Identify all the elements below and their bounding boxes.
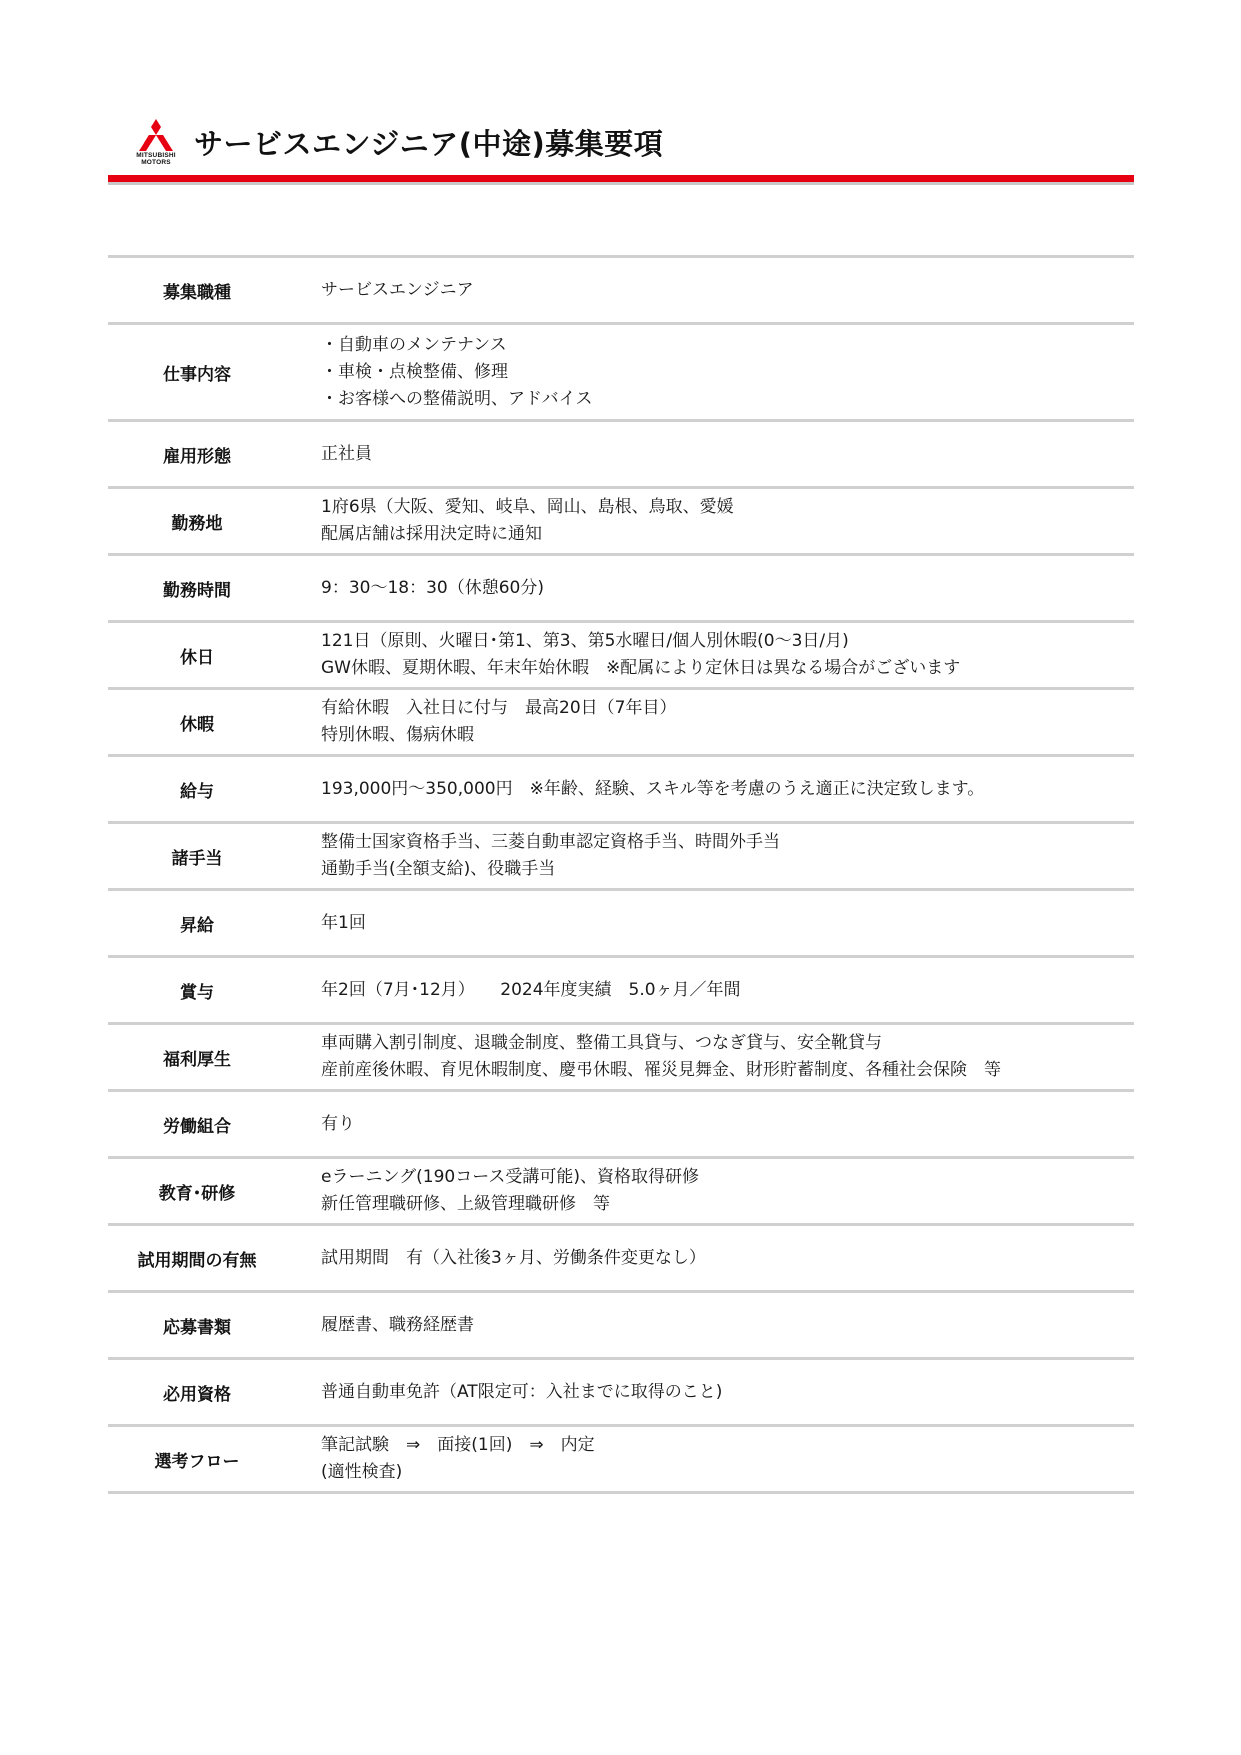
logo-text-mitsubishi: MITSUBISHI: [136, 152, 176, 159]
row-content-line: 年1回: [321, 912, 366, 933]
row-label: 必用資格: [163, 1384, 231, 1405]
row-content-line: 年2回（7月･12月） 2024年度実績 5.0ヶ月／年間: [321, 979, 741, 1000]
row-content-line: ・自動車のメンテナンス: [321, 334, 507, 355]
table-row: [108, 1223, 1134, 1290]
table-row: [108, 620, 1134, 687]
three-diamonds-icon: [136, 118, 176, 152]
row-content-line: 121日（原則、火曜日･第1、第3、第5水曜日/個人別休暇(0〜3日/月): [321, 631, 849, 651]
row-content: [286, 1245, 706, 1272]
row-content-line: (適性検査): [321, 1462, 403, 1482]
row-content: [286, 1432, 595, 1486]
table-row: [108, 1022, 1134, 1089]
table-row: [108, 955, 1134, 1022]
table-row: [108, 553, 1134, 620]
table-row: [108, 1290, 1134, 1357]
logo-text-motors: MOTORS: [141, 159, 171, 166]
row-content-line: 正社員: [321, 443, 372, 464]
row-content: [286, 1312, 474, 1339]
mitsubishi-logo: [128, 118, 184, 166]
row-content-line: 車両購入割引制度、退職金制度、整備工具貸与、つなぎ貸与、安全靴貸与: [321, 1033, 882, 1053]
table-row: [108, 1424, 1134, 1494]
row-content-line: 配属店舗は採用決定時に通知: [321, 524, 542, 544]
row-content-line: 有給休暇 入社日に付与 最高20日（7年目）: [321, 698, 677, 718]
table-row: [108, 888, 1134, 955]
row-content-line: 産前産後休暇、育児休暇制度、慶弔休暇、罹災見舞金、財形貯蓄制度、各種社会保険 等: [321, 1060, 1001, 1080]
row-content-line: 普通自動車免許（AT限定可：入社までに取得のこと): [321, 1381, 723, 1402]
recruitment-table: [108, 255, 1134, 1494]
row-label: 勤務時間: [163, 580, 231, 601]
table-row: [108, 322, 1134, 419]
row-label: 雇用形態: [163, 446, 231, 467]
header-gray-rule: [108, 182, 1134, 185]
row-content-line: 整備士国家資格手当、三菱自動車認定資格手当、時間外手当: [321, 832, 780, 852]
row-content: [286, 910, 366, 937]
table-row: [108, 1156, 1134, 1223]
row-label: 応募書類: [163, 1317, 231, 1338]
row-content-line: 新任管理職研修、上級管理職研修 等: [321, 1194, 610, 1214]
row-content-line: 試用期間 有（入社後3ヶ月、労働条件変更なし）: [321, 1247, 706, 1268]
table-row: [108, 255, 1134, 322]
table-row: [108, 1089, 1134, 1156]
table-row: [108, 1357, 1134, 1424]
row-content-line: ・車検・点検整備、修理: [321, 361, 508, 382]
row-label: 休暇: [180, 714, 214, 735]
row-label: 賞与: [180, 982, 214, 1003]
row-label: 教育･研修: [158, 1183, 236, 1204]
row-label: 仕事内容: [163, 364, 231, 385]
row-content: [286, 332, 593, 413]
row-content: [286, 695, 676, 749]
row-content: [286, 1379, 722, 1406]
row-content: [286, 494, 734, 548]
row-content: [286, 575, 544, 602]
row-label: 勤務地: [171, 513, 223, 534]
table-row: [108, 687, 1134, 754]
header-red-rule: [108, 175, 1134, 182]
row-content: [286, 1111, 355, 1138]
row-content-line: GW休暇、夏期休暇、年末年始休暇 ※配属により定休日は異なる場合がございます: [321, 658, 961, 678]
header: [128, 112, 663, 172]
row-label: 昇給: [180, 915, 214, 936]
row-label: 選考フロー: [154, 1451, 240, 1472]
row-content-line: 有り: [321, 1113, 355, 1134]
row-content: [286, 1164, 699, 1218]
row-content: [286, 829, 780, 883]
page-title: サービスエンジニア(中途)募集要項: [194, 126, 664, 161]
row-content: [286, 977, 741, 1004]
table-row: [108, 821, 1134, 888]
row-content-line: 9：30〜18：30（休憩60分): [321, 577, 544, 598]
row-content: [286, 1030, 1001, 1084]
row-content-line: 筆記試験 ⇒ 面接(1回) ⇒ 内定: [321, 1435, 595, 1455]
row-content-line: 特別休暇、傷病休暇: [321, 725, 474, 745]
table-row: [108, 754, 1134, 821]
row-content-line: 通勤手当(全額支給)、役職手当: [321, 859, 556, 879]
row-content-line: 履歴書、職務経歴書: [321, 1314, 474, 1335]
row-content-line: ・お客様への整備説明、アドバイス: [321, 388, 593, 409]
table-row: [108, 486, 1134, 553]
row-label: 休日: [180, 647, 214, 668]
row-label: 労働組合: [163, 1116, 231, 1137]
row-label: 給与: [180, 781, 214, 802]
row-content-line: サービスエンジニア: [321, 279, 474, 300]
table-row: [108, 419, 1134, 486]
row-content: [286, 441, 372, 468]
row-content: [286, 277, 474, 304]
row-label: 試用期間の有無: [137, 1250, 257, 1271]
row-content-line: 1府6県（大阪、愛知、岐阜、岡山、島根、鳥取、愛媛: [321, 497, 734, 517]
row-label: 福利厚生: [163, 1049, 231, 1070]
row-content: [286, 776, 984, 803]
row-content-line: 193,000円〜350,000円 ※年齢、経験、スキル等を考慮のうえ適正に決定致します。: [321, 778, 985, 799]
row-content: [286, 628, 960, 682]
row-content-line: eラーニング(190コース受講可能)、資格取得研修: [321, 1167, 699, 1187]
row-label: 諸手当: [171, 848, 223, 869]
row-label: 募集職種: [163, 282, 231, 303]
